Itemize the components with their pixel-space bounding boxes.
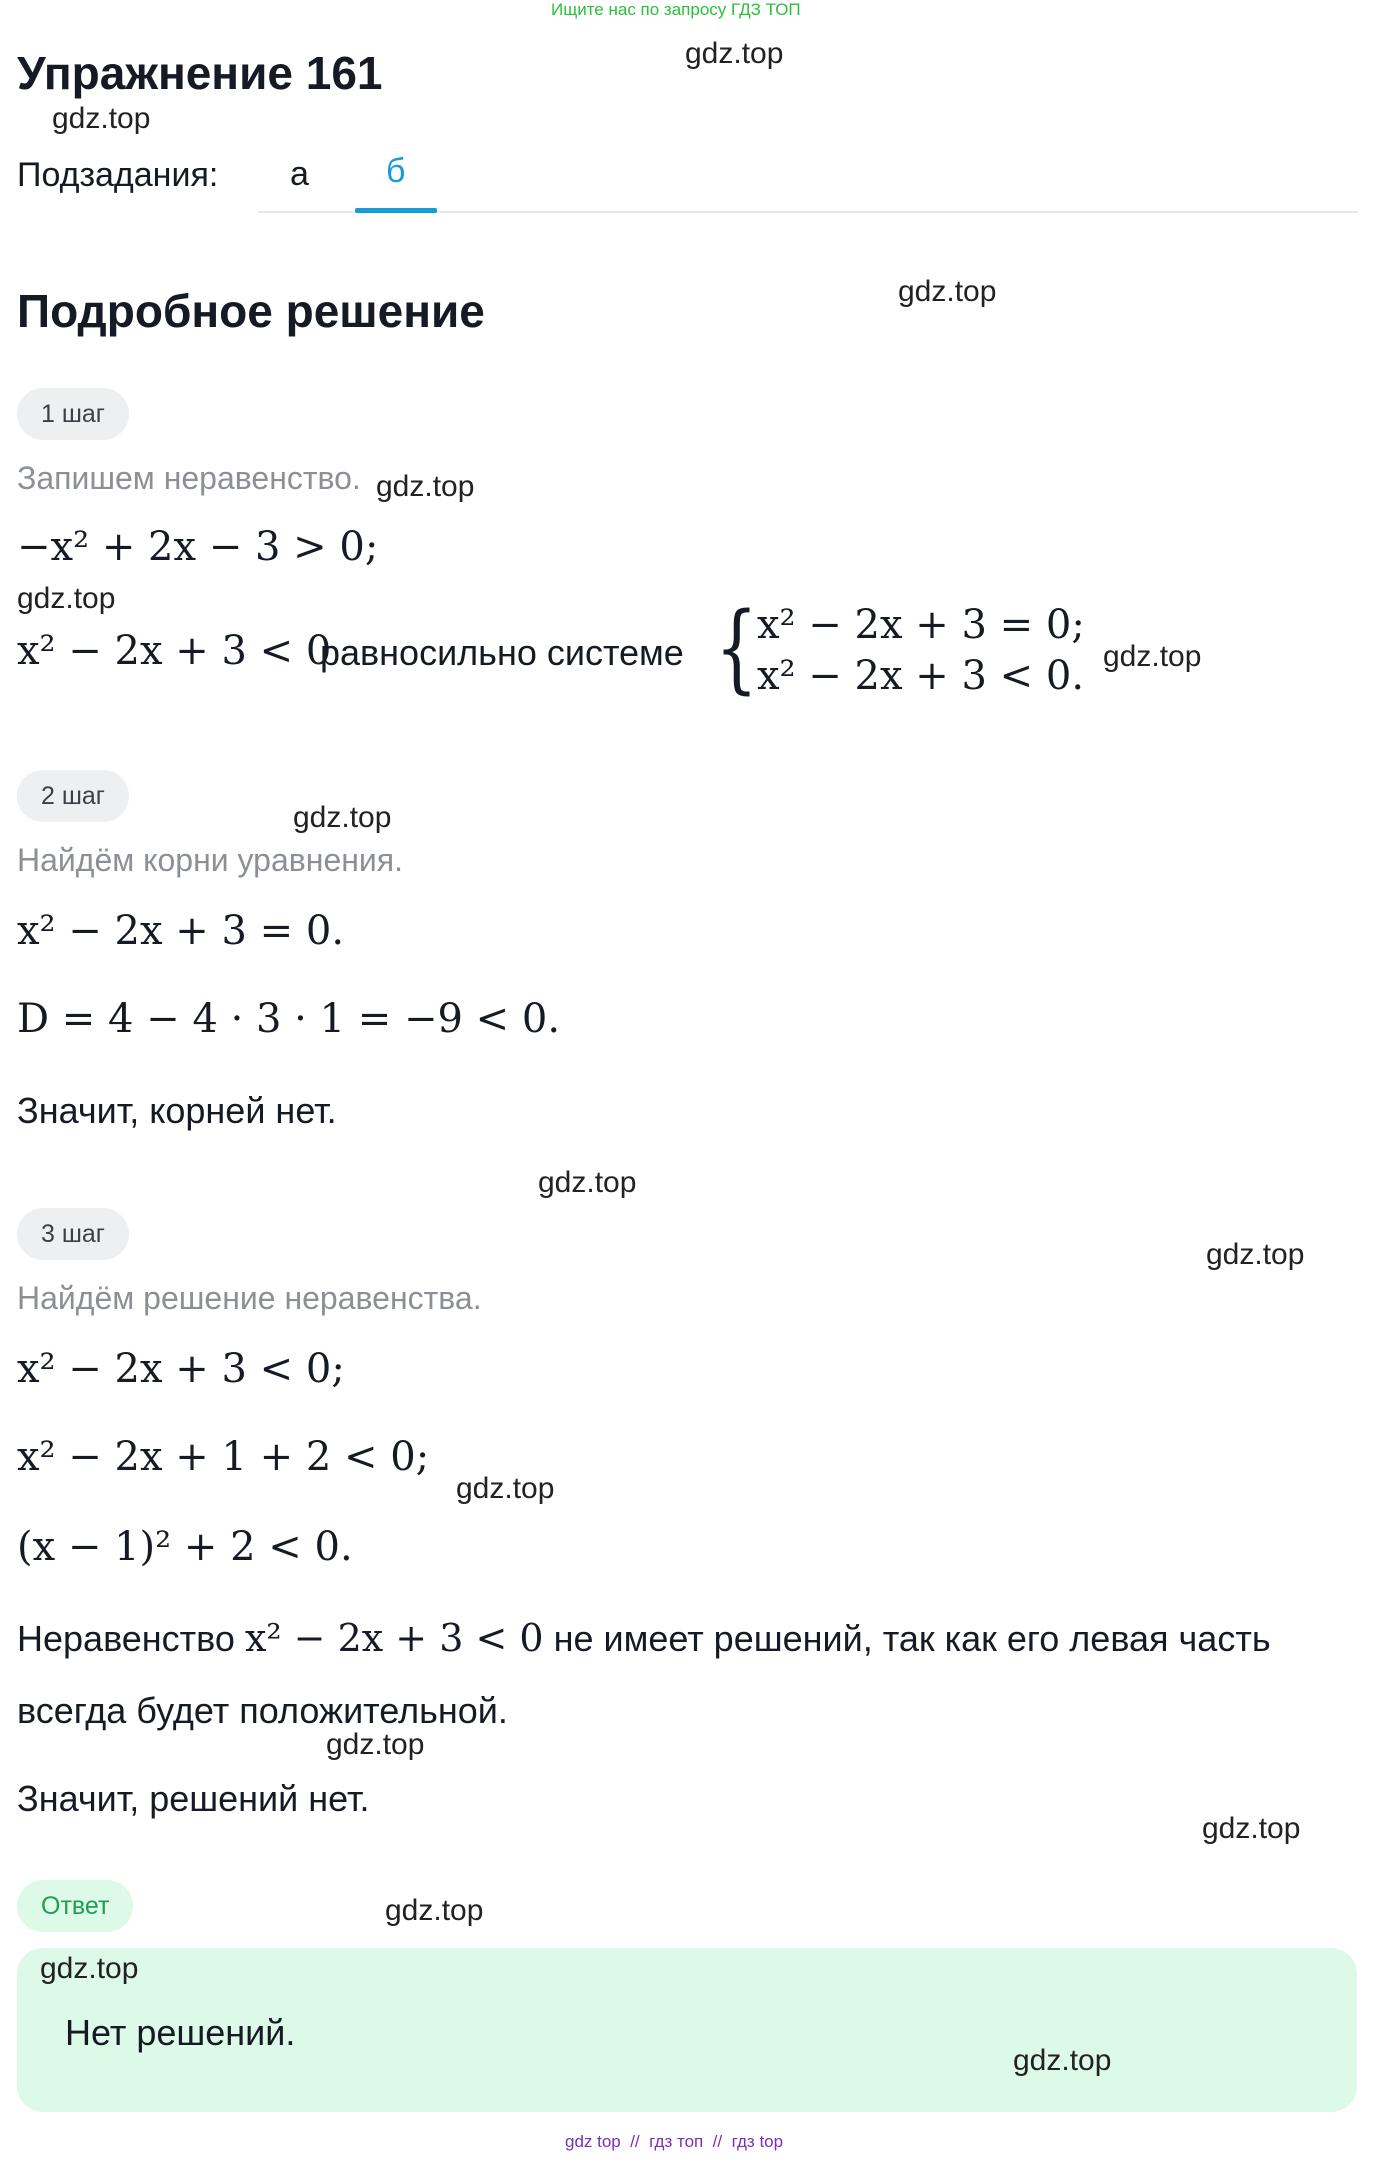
step2-conclusion: Значит, корней нет. <box>17 1090 337 1131</box>
explain-prefix: Неравенство <box>17 1618 235 1659</box>
step3-eq-1: x² − 2x + 3 < 0; <box>17 1346 345 1392</box>
top-banner[interactable]: Ищите нас по запросу ГДЗ ТОП <box>551 0 801 19</box>
step3-explain-line1 <box>17 1616 1271 1660</box>
step1-equivalent-text: равносильно системе <box>320 632 684 673</box>
step3-eq-3: (x − 1)² + 2 < 0. <box>17 1524 353 1570</box>
step-badge: 1 шаг <box>17 388 129 440</box>
explain-formula: x² − 2x + 3 < 0 <box>244 1616 544 1660</box>
step-hint: Запишем неравенство. <box>17 460 361 496</box>
step1-lhs: x² − 2x + 3 < 0 <box>17 628 332 674</box>
tab-active-indicator <box>355 208 437 213</box>
step2-equation: x² − 2x + 3 = 0. <box>17 908 345 954</box>
step1-inequality <box>17 524 378 570</box>
system-brace: { <box>715 592 758 704</box>
watermark: gdz.top <box>326 1728 425 1761</box>
formula: −x² + 2x − 3 > 0; <box>17 524 379 570</box>
watermark: gdz.top <box>376 470 475 503</box>
system-eq-1: x² − 2x + 3 = 0; <box>757 602 1085 648</box>
watermark: gdz.top <box>17 582 116 615</box>
system-eq-2: x² − 2x + 3 < 0. <box>757 653 1085 699</box>
watermark: gdz.top <box>385 1894 484 1927</box>
step-hint: Найдём решение неравенства. <box>17 1280 482 1316</box>
explain-suffix: не имеет решений, так как его левая часть <box>553 1618 1271 1659</box>
watermark: gdz.top <box>1206 1238 1305 1271</box>
watermark: gdz.top <box>52 102 151 135</box>
watermark: gdz.top <box>1202 1812 1301 1845</box>
watermark: gdz.top <box>538 1166 637 1199</box>
exercise-title: Упражнение 161 <box>17 47 383 99</box>
watermark: gdz.top <box>1103 640 1202 673</box>
watermark: gdz.top <box>293 801 392 834</box>
step-hint: Найдём корни уравнения. <box>17 842 403 878</box>
subtasks-label: Подзадания: <box>17 156 219 194</box>
tab-b[interactable]: б <box>386 152 406 190</box>
watermark: gdz.top <box>1013 2044 1112 2077</box>
answer-text: Нет решений. <box>65 2012 296 2053</box>
step-badge: 3 шаг <box>17 1208 129 1260</box>
section-title: Подробное решение <box>17 285 485 337</box>
footer-links[interactable]: gdz top // гдз топ // гдз top <box>565 2132 784 2151</box>
watermark: gdz.top <box>898 275 997 308</box>
step3-conclusion: Значит, решений нет. <box>17 1778 370 1819</box>
watermark: gdz.top <box>40 1952 139 1985</box>
step-badge: 2 шаг <box>17 770 129 822</box>
step3-explain-line2: всегда будет положительной. <box>17 1690 508 1731</box>
tab-a[interactable]: а <box>290 155 309 193</box>
step3-eq-2: x² − 2x + 1 + 2 < 0; <box>17 1434 430 1480</box>
watermark: gdz.top <box>685 37 784 70</box>
step2-discriminant: D = 4 − 4 · 3 · 1 = −9 < 0. <box>17 996 561 1042</box>
answer-badge: Ответ <box>17 1880 133 1932</box>
watermark: gdz.top <box>456 1472 555 1505</box>
